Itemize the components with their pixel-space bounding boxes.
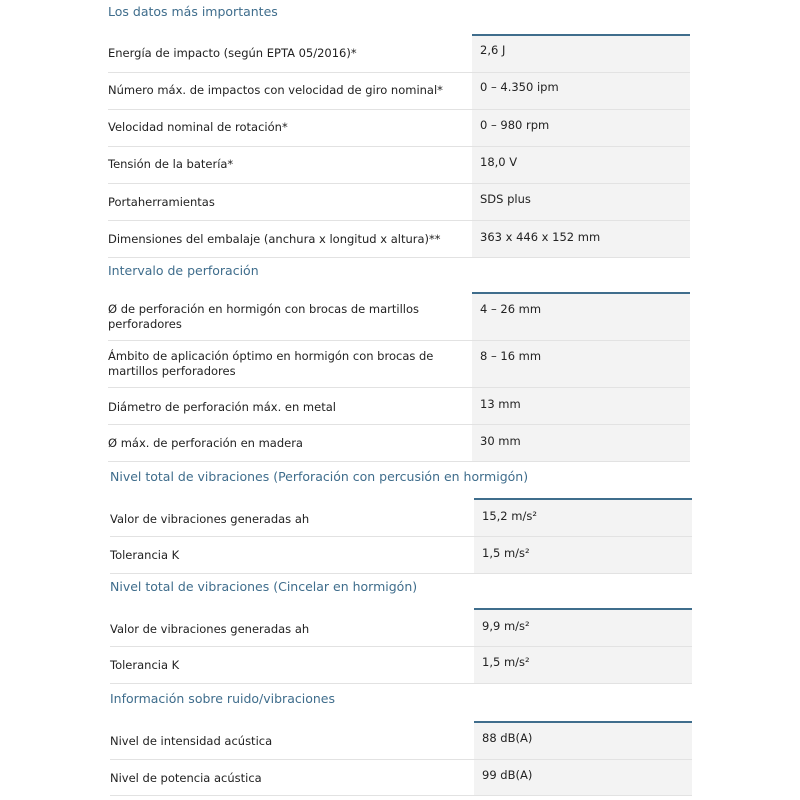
row-value-cell <box>474 500 692 536</box>
row-value: 88 dB(A) <box>482 731 533 745</box>
section-title: Información sobre ruido/vibraciones <box>110 691 335 706</box>
table-row <box>110 610 692 647</box>
table-row <box>108 425 690 462</box>
row-value: 30 mm <box>480 434 521 448</box>
row-value: 4 – 26 mm <box>480 302 542 316</box>
row-value-cell <box>474 723 692 759</box>
row-value: 1,5 m/s² <box>482 655 530 669</box>
table-row <box>110 500 692 537</box>
table-row <box>108 184 690 221</box>
table-row <box>108 221 690 258</box>
table-row <box>110 723 692 760</box>
row-label: Tolerancia K <box>110 548 180 562</box>
row-label: Valor de vibraciones generadas ah <box>110 622 310 636</box>
row-value: 9,9 m/s² <box>482 619 530 633</box>
section-title: Nivel total de vibraciones (Cincelar en hormigón) <box>110 579 418 594</box>
row-label: Valor de vibraciones generadas ah <box>110 512 310 526</box>
row-value: 1,5 m/s² <box>482 546 530 560</box>
row-label: Nivel de potencia acústica <box>110 771 262 785</box>
row-label: Tensión de la batería* <box>108 157 234 171</box>
row-value-cell <box>472 73 690 109</box>
row-value: 99 dB(A) <box>482 768 533 782</box>
row-value-cell <box>474 537 692 573</box>
row-label: Ø de perforación en hormigón con brocas de martillos perforadores <box>108 302 420 331</box>
row-value-cell <box>472 184 690 220</box>
row-label: Dimensiones del embalaje (anchura x longitud x altura)** <box>108 232 441 246</box>
table-row <box>108 294 690 341</box>
row-value: 15,2 m/s² <box>482 509 537 523</box>
row-label: Número máx. de impactos con velocidad de giro nominal* <box>108 83 443 97</box>
row-value: 13 mm <box>480 397 521 411</box>
section-title: Nivel total de vibraciones (Perforación con percusión en hormigón) <box>110 469 529 484</box>
row-label: Portaherramientas <box>108 195 215 209</box>
row-label: Diámetro de perforación máx. en metal <box>108 400 336 414</box>
row-value-cell <box>472 221 690 257</box>
row-value-cell <box>474 647 692 683</box>
row-label: Ámbito de aplicación óptimo en hormigón con brocas de martillos perforadores <box>108 349 434 378</box>
row-value: 18,0 V <box>480 155 518 169</box>
section-title: Intervalo de perforación <box>108 263 259 278</box>
row-value-cell <box>472 294 690 340</box>
row-value: 8 – 16 mm <box>480 349 542 363</box>
row-value-cell <box>472 388 690 424</box>
row-value-cell <box>474 610 692 646</box>
row-value: 0 – 4.350 ipm <box>480 80 559 94</box>
table-row <box>110 647 692 684</box>
table-row <box>108 341 690 388</box>
row-value-cell <box>472 147 690 183</box>
row-value-cell <box>472 425 690 461</box>
row-label: Energía de impacto (según EPTA 05/2016)* <box>108 46 357 60</box>
row-label: Velocidad nominal de rotación* <box>108 120 288 134</box>
table-row <box>110 760 692 796</box>
table-row <box>108 147 690 184</box>
row-value: 363 x 446 x 152 mm <box>480 230 601 244</box>
row-value: 0 – 980 rpm <box>480 118 550 132</box>
row-value-cell <box>472 36 690 72</box>
row-value-cell <box>474 760 692 795</box>
section-title: Los datos más importantes <box>108 4 278 19</box>
row-label: Tolerancia K <box>110 658 180 672</box>
table-row <box>108 36 690 73</box>
table-row <box>110 537 692 574</box>
table-row <box>108 73 690 110</box>
row-value-cell <box>472 110 690 146</box>
row-label: Ø máx. de perforación en madera <box>108 436 303 450</box>
row-label: Nivel de intensidad acústica <box>110 734 273 748</box>
table-row <box>108 388 690 425</box>
table-row <box>108 110 690 147</box>
row-value: 2,6 J <box>480 43 506 57</box>
row-value-cell <box>472 341 690 387</box>
row-value: SDS plus <box>480 192 531 206</box>
